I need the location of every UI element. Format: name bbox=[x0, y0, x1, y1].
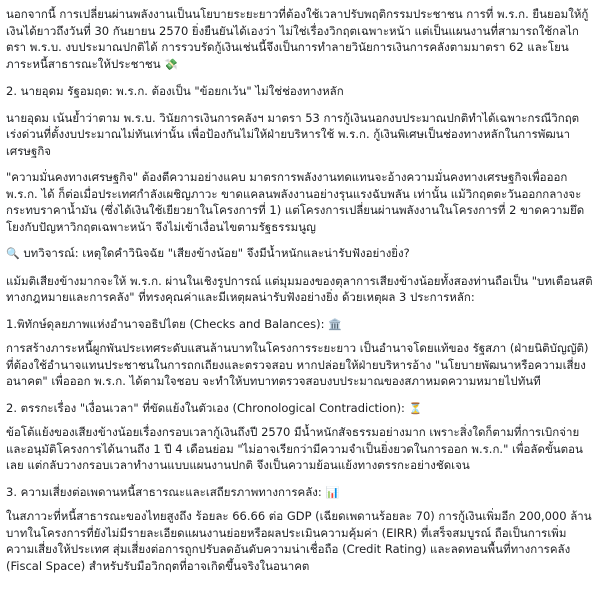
section-1-title bbox=[6, 316, 593, 334]
bar-chart-icon: 📊 bbox=[325, 485, 340, 499]
section-1-body: การสร้างภาระหนี้ผูกพันประเทศระดับแสนล้านบาทในโครงการระยะยาว เป็นอำนาจโดยแท้ของ รัฐสภา (ฝ่ายนิติบัญญัติ) ที่ต้องใช้อำนาจแทนประชาชนในการถกเถียงและตรวจสอบ หากปล่อยให้ฝ่ายบริหารอ้าง "นโยบายพัฒนาหรือความเสี่ยงอนาคต" เพื่อออก พ.ร.ก. ได้ตามใจชอบ จะทำให้บทบาทตรวจสอบงบประมาณของสภาหมดความหมายไปทันที bbox=[6, 341, 589, 388]
section-3-title-text: 3. ความเสี่ยงต่อเพดานหนี้สาธารณะและเสถียรภาพทางการคลัง: bbox=[6, 484, 322, 499]
section-1-title-text: 1.พิทักษ์ดุลยภาพแห่งอำนาจอธิปไตย (Checks and Balances): bbox=[6, 316, 325, 331]
heading-review-text: บทวิจารณ์: เหตุใดคำวินิจฉัย "เสียงข้างน้อย" จึงมีน้ำหนักและน่ารับฟังอย่างยิ่ง? bbox=[23, 246, 410, 260]
heading-review bbox=[6, 245, 593, 263]
classical-building-icon: 🏛️ bbox=[328, 317, 342, 331]
section-3-body: ในสภาวะที่หนี้สาธารณะของไทยสูงถึง ร้อยละ 66.66 ต่อ GDP (เฉียดเพดานร้อยละ 70) การกู้เงินเพิ่มอีก 200,000 ล้านบาทในโครงการที่ยังไม่มีรายละเอียดแผนงานย่อยหรือผลประเมินความคุ้มค่า (EIRR) ที่เสร็จสมบูรณ์ ถือเป็นการเพิ่มความเสี่ยงให้ประเทศ สุ่มเสี่ยงต่อการถูกปรับลดอันดับความน่าเชื่อถือ (Credit Rating) และลดทอนพื้นที่ทางการคลัง (Fiscal Space) สำหรับรับมือวิกฤตที่อาจเกิดขึ้นจริงในอนาคต bbox=[6, 509, 592, 573]
hourglass-icon: ⏳ bbox=[408, 401, 423, 415]
section-2-title-text: 2. ตรรกะเรื่อง "เงื่อนเวลา" ที่ขัดแย้งในตัวเอง (Chronological Contradiction): bbox=[6, 400, 405, 415]
money-wings-icon: 💸 bbox=[164, 57, 178, 71]
paragraph-energy-transition bbox=[6, 6, 593, 73]
paragraph-economic-security: "ความมั่นคงทางเศรษฐกิจ" ต้องตีความอย่างแคบ มาตรการพลังงานทดแทนจะอ้างความมั่นคงทางเศรษฐกิจเพื่อออก พ.ร.ก. ได้ ก็ต่อเมื่อประเทศกำลังเผชิญภาวะ ขาดแคลนพลังงานอย่างรุนแรงฉับพลัน เท่านั้น แม้วิกฤตตะวันออกกลางจะกระทบราคาน้ำมัน (ซึ่งได้เงินใช้เยียวยาในโครงการที่ 1) แต่โครงการเปลี่ยนผ่านพลังงานในโครงการที่ 2 ขาดความยึดโยงกับปัญหาวิกฤตเฉพาะหน้า จึงไม่เข้าเงื่อนไขตามรัฐธรรมนูญ bbox=[6, 170, 585, 234]
paragraph-text: นอกจากนี้ การเปลี่ยนผ่านพลังงานเป็นนโยบายระยะยาวที่ต้องใช้เวลาปรับพฤติกรรมประชาชน การที่ พ.ร.ก. ยืนยอมให้กู้เงินได้ยาวถึงวันที่ 30 กันยายน 2570 ยิ่งยืนยันได้เองว่า ไม่ใช่เรื่องวิกฤตเฉพาะหน้า แต่เป็นแผนงานที่สามารถใช้กลไกตรา พ.ร.บ. งบประมาณปกติได้ การรวบรัดกู้เงินเช่นนี้จึงเป็นการทำลายวินัยการเงินการคลังตามมาตรา 62 และโยนภาระหนี้สาธารณะให้ประชาชน bbox=[6, 7, 589, 71]
section-3-title bbox=[6, 484, 593, 502]
section-2-body: ข้อโต้แย้งของเสียงข้างน้อยเรื่องกรอบเวลากู้เงินถึงปี 2570 มีน้ำหนักสัจธรรมอย่างมาก เพราะสิ่งใดก็ตามที่การเบิกจ่ายและอนุมัติโครงการได้นานถึง 1 ปี 4 เดือนย่อม "ไม่อาจเรียกว่ามีความจำเป็นยิ่งยวดในการออก พ.ร.ก." เพื่อลัดขั้นตอนเลย แต่กลับวางกรอบเวลาทำงานแบบแผนงานปกติ จึงเป็นความย้อนแย้งทางตรรกะอย่างชัดเจน bbox=[6, 425, 583, 472]
paragraph-minority-intro: แม้มติเสียงข้างมากจะให้ พ.ร.ก. ผ่านในเชิงรูปการณ์ แต่มุมมองของตุลาการเสียงข้างน้อยทั้งสองท่านถือเป็น "บทเตือนสติทางกฎหมายและการคลัง" ที่ทรงคุณค่าและมีเหตุผลน่ารับฟังอย่างยิ่ง ด้วยเหตุผล 3 ประการหลัก: bbox=[6, 273, 593, 304]
heading-udom: 2. นายอุดม รัฐอมฤต: พ.ร.ก. ต้องเป็น "ข้อยกเว้น" ไม่ใช่ช่องทางหลัก bbox=[6, 84, 344, 98]
magnifier-icon: 🔍 bbox=[6, 247, 20, 260]
paragraph-udom: นายอุดม เน้นย้ำว่าตาม พ.ร.บ. วินัยการเงินการคลังฯ มาตรา 53 การกู้เงินนอกงบประมาณปกติทำได้เฉพาะกรณีวิกฤตเร่งด่วนที่ตั้งงบประมาณไม่ทันเท่านั้น เพื่อป้องกันไม่ให้ฝ่ายบริหารใช้ พ.ร.ก. กู้เงินพิเศษเป็นช่องทางหลักในการพัฒนาเศรษฐกิจ bbox=[6, 110, 580, 158]
section-2-title bbox=[6, 400, 593, 418]
